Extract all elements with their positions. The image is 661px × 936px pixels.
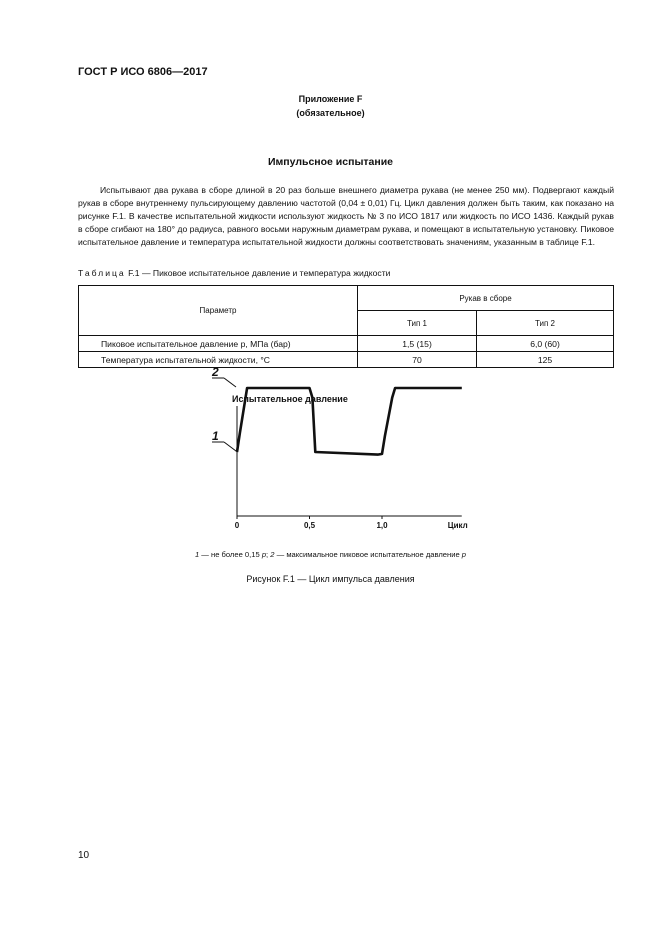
annex-title: Приложение F bbox=[298, 94, 363, 104]
note-p1: p bbox=[261, 550, 267, 559]
y-marker-leader bbox=[224, 378, 236, 387]
body-paragraph-text: Испытывают два рукава в сборе длиной в 20 раз больше внешнего диаметра рукава (не менее 250 мм). Подвергают каждый рукав в сборе внутреннему пульсирующему давлению частотой (0,04 ± 0,01) Гц. Цикл давления должен быть таким, как показано на рисунке F.1. В качестве испытательной жидкости используют жидкость № 3 по ИСО 1817 или жидкость по ИСО 1436. Каждый рукав в сборе сгибают на 180° до радиуса, равного восьми наружным диаметрам рукава, и помещают в испытательную установку. Пиковое испытательное давление и температура испытательной жидкости должны соответствовать значениям, указанным в таблице F.1. bbox=[78, 185, 614, 247]
x-axis-label: Цикл bbox=[447, 521, 468, 530]
note-p2: p bbox=[461, 550, 467, 559]
row-param: Температура испытательной жидкости, °С bbox=[79, 352, 358, 368]
table-row bbox=[79, 336, 614, 352]
row-type1: 70 bbox=[358, 352, 477, 368]
page-number: 10 bbox=[78, 850, 90, 861]
row-type1: 1,5 (15) bbox=[358, 336, 477, 352]
x-tick-label: 0,5 bbox=[303, 521, 316, 530]
row-param: Пиковое испытательное давление p, МПа (бар) bbox=[79, 336, 358, 352]
table-header-row bbox=[79, 286, 614, 311]
pressure-cycle-chart bbox=[190, 365, 500, 538]
y-marker-leader bbox=[224, 442, 236, 451]
header-hose-assembly: Рукав в сборе bbox=[358, 286, 614, 311]
row-type2: 125 bbox=[477, 352, 614, 368]
table-caption bbox=[78, 268, 390, 278]
x-tick-labels bbox=[235, 521, 388, 530]
annex-status: (обязательное) bbox=[296, 108, 365, 118]
y-marker-label: 2 bbox=[212, 365, 219, 379]
row-type2: 6,0 (60) bbox=[477, 336, 614, 352]
header-parameter: Параметр bbox=[79, 286, 358, 336]
figure-note bbox=[0, 550, 661, 559]
y-level-markers bbox=[211, 365, 236, 451]
note-text2: — максимальное пиковое испытательное давление bbox=[274, 550, 462, 559]
x-tick-label: 0 bbox=[234, 521, 240, 530]
table-caption-text: F.1 — Пиковое испытательное давление и температура жидкости bbox=[125, 268, 391, 278]
note-key2: 2 bbox=[270, 550, 275, 559]
table-row bbox=[79, 352, 614, 368]
document-header: ГОСТ Р ИСО 6806—2017 bbox=[78, 66, 208, 78]
figure-caption: Рисунок F.1 — Цикл импульса давления bbox=[246, 574, 415, 584]
body-paragraph bbox=[78, 184, 614, 249]
note-text1: — не более 0,15 bbox=[199, 550, 262, 559]
note-sep: ; bbox=[266, 550, 271, 559]
section-title: Импульсное испытание bbox=[267, 156, 394, 168]
header-type2: Тип 2 bbox=[477, 311, 614, 336]
parameters-table bbox=[78, 285, 614, 368]
header-type1: Тип 1 bbox=[358, 311, 477, 336]
note-key1: 1 bbox=[194, 550, 200, 559]
y-marker-label: 1 bbox=[212, 429, 219, 443]
chart-title: Испытательное давление bbox=[232, 394, 348, 404]
table-caption-label: Таблица bbox=[78, 268, 126, 278]
x-tick-label: 1,0 bbox=[376, 521, 388, 530]
